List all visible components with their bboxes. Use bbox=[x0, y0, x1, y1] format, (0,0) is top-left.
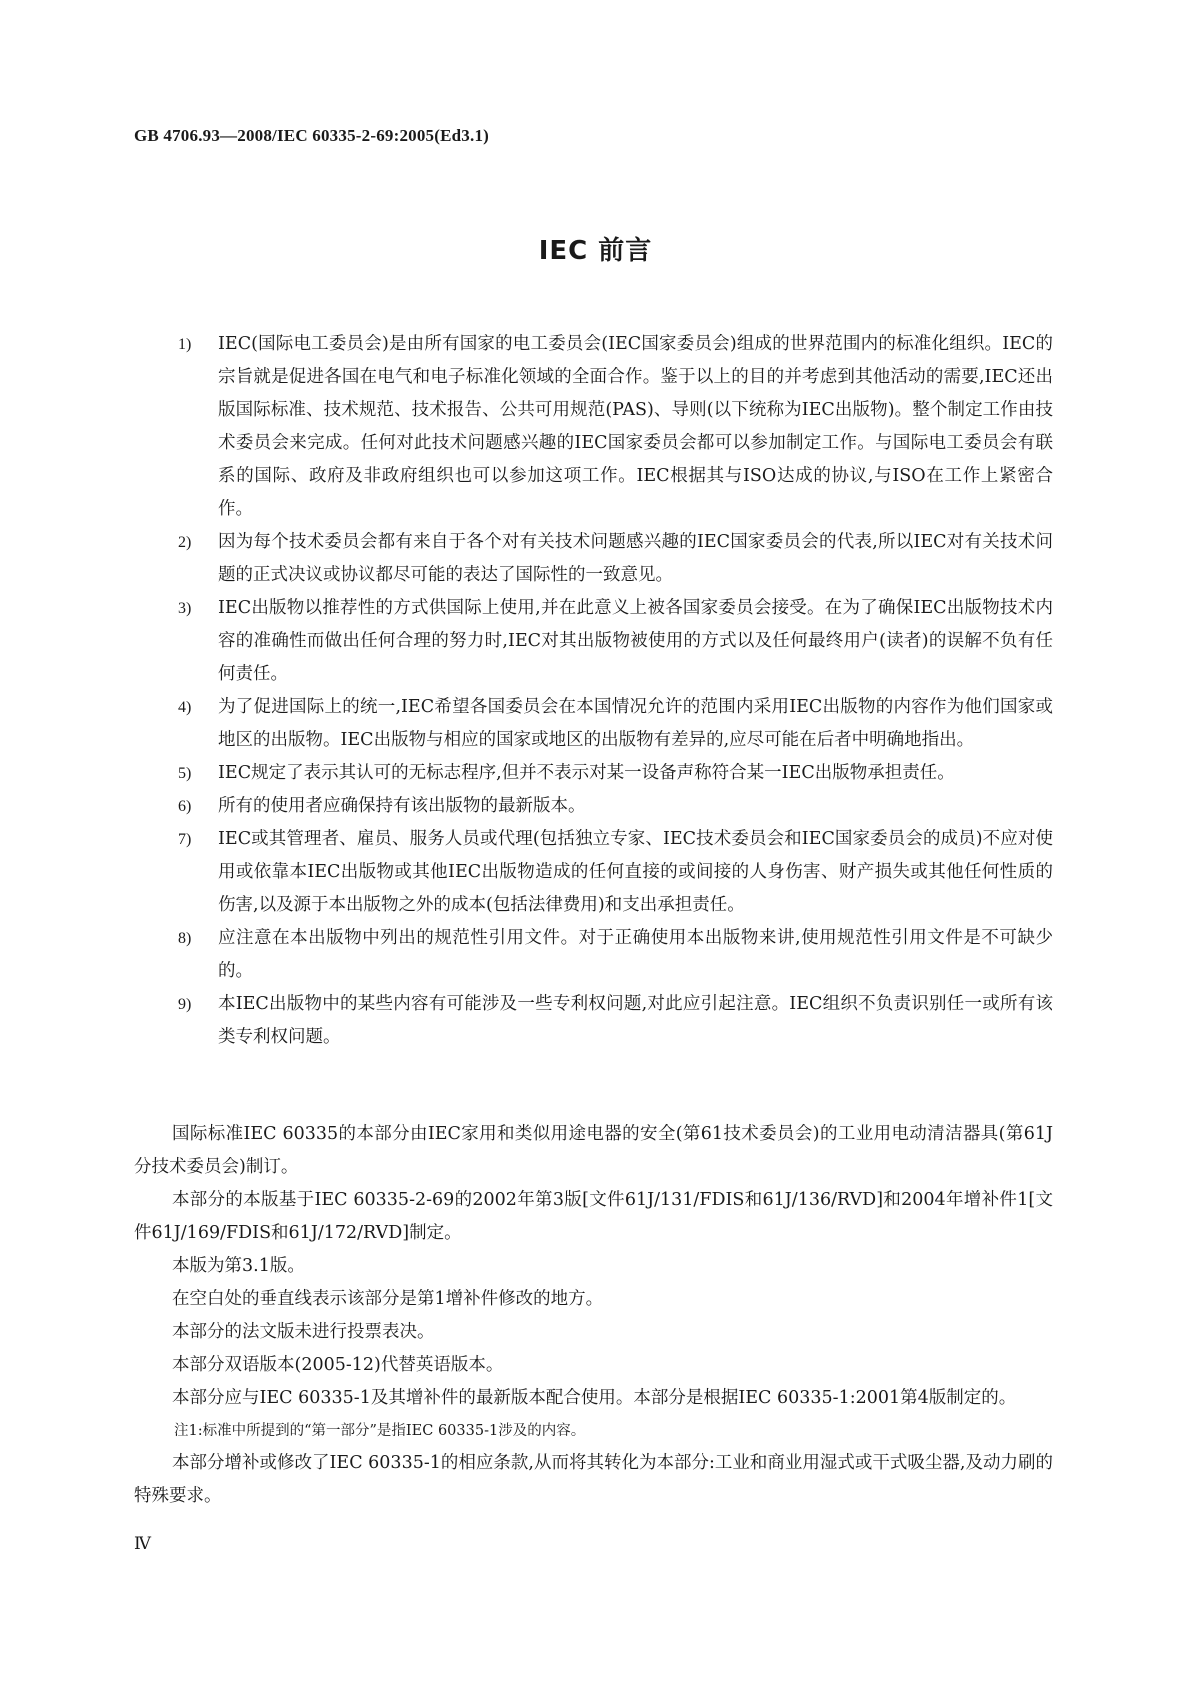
numbered-list bbox=[178, 328, 1053, 1054]
paragraph-basis: 本部分的本版基于IEC 60335-2-69的2002年第3版[文件61J/131/FDIS和61J/136/RVD]和2004年增补件1[文件61J/169/FDIS和61J/172/RVD]制定。 bbox=[134, 1190, 1053, 1243]
list-item-number: 1) bbox=[178, 336, 192, 353]
paragraph-edition: 本版为第3.1版。 bbox=[172, 1256, 305, 1276]
list-item bbox=[178, 592, 1053, 691]
list-item bbox=[178, 757, 1053, 790]
list-item-text: IEC或其管理者、雇员、服务人员或代理(包括独立专家、IEC技术委员会和IEC国家委员会的成员)不应对使用或依靠本IEC出版物或其他IEC出版物造成的任何直接的或间接的人身伤害、财产损失或其他任何性质的伤害,以及源于本出版物之外的成本(包括法律费用)和支出承担责任。 bbox=[218, 829, 1053, 915]
list-item-number: 3) bbox=[178, 600, 192, 617]
list-item-text: 应注意在本出版物中列出的规范性引用文件。对于正确使用本出版物来讲,使用规范性引用文件是不可缺少的。 bbox=[218, 928, 1053, 981]
paragraph-scope: 国际标准IEC 60335的本部分由IEC家用和类似用途电器的安全(第61技术委员会)的工业用电动清洁器具(第61J分技术委员会)制订。 bbox=[134, 1124, 1053, 1177]
list-item-number: 5) bbox=[178, 765, 192, 782]
list-item bbox=[178, 823, 1053, 922]
paragraph-french-version: 本部分的法文版未进行投票表决。 bbox=[172, 1322, 435, 1342]
page-number: Ⅳ bbox=[134, 1534, 151, 1553]
list-item-text: IEC出版物以推荐性的方式供国际上使用,并在此意义上被各国家委员会接受。在为了确保IEC出版物技术内容的准确性而做出任何合理的努力时,IEC对其出版物被使用的方式以及任何最终用户(读者)的误解不负有任何责任。 bbox=[218, 598, 1053, 684]
list-item bbox=[178, 691, 1053, 757]
list-item bbox=[178, 790, 1053, 823]
list-item-text: 本IEC出版物中的某些内容有可能涉及一些专利权问题,对此应引起注意。IEC组织不负责识别任一或所有该类专利权问题。 bbox=[218, 994, 1053, 1047]
list-item bbox=[178, 328, 1053, 526]
list-item-text: 因为每个技术委员会都有来自于各个对有关技术问题感兴趣的IEC国家委员会的代表,所以IEC对有关技术问题的正式决议或协议都尽可能的表达了国际性的一致意见。 bbox=[218, 532, 1053, 585]
paragraph-bilingual: 本部分双语版本(2005-12)代替英语版本。 bbox=[172, 1355, 504, 1375]
list-item-text: IEC(国际电工委员会)是由所有国家的电工委员会(IEC国家委员会)组成的世界范围内的标准化组织。IEC的宗旨就是促进各国在电气和电子标准化领域的全面合作。鉴于以上的目的并考虑到其他活动的需要,IEC还出版国际标准、技术规范、技术报告、公共可用规范(PAS)、导则(以下统称为IEC出版物)。整个制定工作由技术委员会来完成。任何对此技术问题感兴趣的IEC国家委员会都可以参加制定工作。与国际电工委员会有联系的国际、政府及非政府组织也可以参加这项工作。IEC根据其与ISO达成的协议,与ISO在工作上紧密合作。 bbox=[218, 334, 1053, 519]
paragraph-vertical-line: 在空白处的垂直线表示该部分是第1增补件修改的地方。 bbox=[172, 1289, 604, 1309]
list-item-number: 2) bbox=[178, 534, 192, 551]
list-item-text: IEC规定了表示其认可的无标志程序,但并不表示对某一设备声称符合某一IEC出版物承担责任。 bbox=[218, 763, 955, 783]
list-item-number: 8) bbox=[178, 930, 192, 947]
list-item-text: 为了促进国际上的统一,IEC希望各国委员会在本国情况允许的范围内采用IEC出版物的内容作为他们国家或地区的出版物。IEC出版物与相应的国家或地区的出版物有差异的,应尽可能在后者中明确地指出。 bbox=[218, 697, 1053, 750]
list-item-text: 所有的使用者应确保持有该出版物的最新版本。 bbox=[218, 796, 586, 816]
list-item bbox=[178, 922, 1053, 988]
list-item bbox=[178, 988, 1053, 1054]
paragraph-usage: 本部分应与IEC 60335-1及其增补件的最新版本配合使用。本部分是根据IEC 60335-1:2001第4版制定的。 bbox=[172, 1388, 1017, 1408]
list-item-number: 9) bbox=[178, 996, 192, 1013]
list-item-number: 6) bbox=[178, 798, 192, 815]
note-1: 注1:标准中所提到的“第一部分”是指IEC 60335-1涉及的内容。 bbox=[174, 1423, 586, 1439]
list-item-number: 7) bbox=[178, 831, 192, 848]
body-paragraphs bbox=[134, 1118, 1053, 1513]
page-title: IEC 前言 bbox=[538, 236, 653, 266]
list-item-number: 4) bbox=[178, 699, 192, 716]
document-header-code: GB 4706.93—2008/IEC 60335-2-69:2005(Ed3.1) bbox=[134, 126, 490, 145]
paragraph-supplement: 本部分增补或修改了IEC 60335-1的相应条款,从而将其转化为本部分:工业和商业用湿式或干式吸尘器,及动力刷的特殊要求。 bbox=[134, 1453, 1053, 1506]
list-item bbox=[178, 526, 1053, 592]
